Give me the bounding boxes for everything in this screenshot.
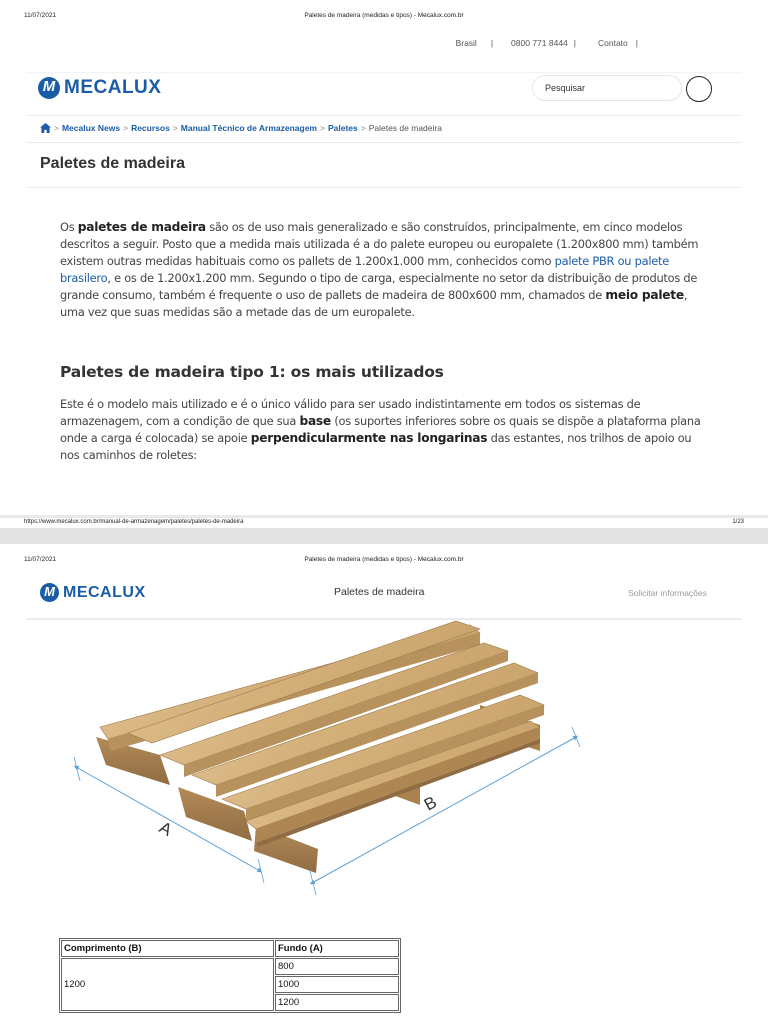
section-heading: Paletes de madeira tipo 1: os mais utilizados <box>60 363 444 381</box>
breadcrumb-manual[interactable]: Manual Técnico de Armazenagem <box>180 123 317 133</box>
page-gap <box>0 528 768 544</box>
search-input[interactable] <box>545 83 655 93</box>
bold-term: meio palete <box>605 288 684 302</box>
bold-term: paletes de madeira <box>77 220 206 234</box>
divider: | <box>635 38 638 48</box>
section-paragraph: Este é o modelo mais utilizado e é o único válido para ser usado indistintamente em todos os sistemas de armazenagem, com a condição de que sua base (os suportes inferiores sobre os quais se dispõe a plataforma plana onde a carga é colocada) se apoie perpendicularmente nas longarinas das estantes, nos trilhos de apoio ou nos caminhos de roletes: <box>60 397 701 462</box>
mecalux-logo-mark-icon <box>38 77 60 99</box>
breadcrumb-separator: > <box>123 123 129 133</box>
brand-name: MECALUX <box>64 77 162 98</box>
mecalux-logo[interactable] <box>38 77 161 99</box>
contact-link[interactable]: Contato <box>598 38 628 48</box>
table-header-row <box>61 940 399 957</box>
depth-cell: 1200 <box>275 994 399 1011</box>
request-info-link[interactable]: Solicitar informações <box>628 588 707 598</box>
divider <box>26 115 742 116</box>
top-utility-bar <box>456 38 638 48</box>
page-number: 1/23 <box>732 519 744 525</box>
breadcrumb-separator: > <box>319 123 325 133</box>
search-button-icon[interactable] <box>686 76 712 102</box>
divider: | <box>490 38 494 48</box>
length-cell: 1200 <box>61 958 274 1011</box>
print-doc-title: Paletes de madeira (medidas e tipos) - Mecalux.com.br <box>304 12 464 19</box>
dimension-label-b: B <box>420 792 440 815</box>
divider: | <box>573 38 576 48</box>
column-header-length: Comprimento (B) <box>61 940 274 957</box>
page-break <box>0 515 768 518</box>
mecalux-logo-mark-icon <box>40 583 59 602</box>
sticky-header <box>26 576 742 620</box>
pbr-pallet-link[interactable]: palete PBR ou palete brasilero <box>60 254 669 285</box>
print-url: https://www.mecalux.com.br/manual-de-armazenagem/paletes/paletes-de-madeira <box>24 519 244 525</box>
breadcrumb-separator: > <box>172 123 178 133</box>
breadcrumb-separator: > <box>54 123 59 133</box>
pallet-dimensions-table <box>59 938 401 1013</box>
country-link[interactable]: Brasil <box>455 38 477 48</box>
divider <box>26 142 742 143</box>
column-header-depth: Fundo (A) <box>275 940 399 957</box>
divider <box>26 187 742 188</box>
breadcrumb <box>40 123 442 133</box>
breadcrumb-separator: > <box>360 123 366 133</box>
depth-cell: 1000 <box>275 976 399 993</box>
bold-term: perpendicularmente nas longarinas <box>250 431 488 445</box>
home-icon[interactable] <box>40 123 51 133</box>
wooden-pallet-illustration <box>60 615 600 905</box>
depth-cell: 800 <box>275 958 399 975</box>
brand-name: MECALUX <box>63 583 146 601</box>
mecalux-logo[interactable] <box>40 583 146 602</box>
breadcrumb-mecalux-news[interactable]: Mecalux News <box>61 123 121 133</box>
bold-term: base <box>299 414 331 428</box>
dimension-label-a: A <box>156 817 176 840</box>
print-date: 11/07/2021 <box>24 556 57 563</box>
breadcrumb-current: Paletes de madeira <box>368 123 442 133</box>
breadcrumb-paletes[interactable]: Paletes <box>327 123 358 133</box>
print-header <box>24 556 744 566</box>
table-row <box>61 958 399 975</box>
site-header <box>26 73 742 115</box>
intro-paragraph: Os paletes de madeira são os de uso mais generalizado e são construídos, principalmente, em cinco modelos descritos a seguir. Posto que a medida mais utilizada é a do palete europeu ou europalete (1.200x800 mm) também existem outras medidas habituais como os pallets de 1.200x1.000 mm, conhecidos como palete PBR ou palete brasilero, e os de 1.200x1.200 mm. Segundo o tipo de carga, especialmente no setor da distribuição de produtos de grande consumo, também é frequente o uso de pallets de madeira de 800x600 mm, chamados de meio palete, uma vez que suas medidas são a metade das de um europalete. <box>60 220 699 319</box>
print-date: 11/07/2021 <box>24 12 57 19</box>
phone-link[interactable]: 0800 771 8444 <box>511 38 568 48</box>
search-box <box>532 75 682 101</box>
print-header <box>24 12 744 22</box>
page-title: Paletes de madeira <box>40 155 185 172</box>
breadcrumb-recursos[interactable]: Recursos <box>131 123 170 133</box>
sticky-page-title: Paletes de madeira <box>334 586 425 598</box>
print-doc-title: Paletes de madeira (medidas e tipos) - Mecalux.com.br <box>304 556 464 563</box>
